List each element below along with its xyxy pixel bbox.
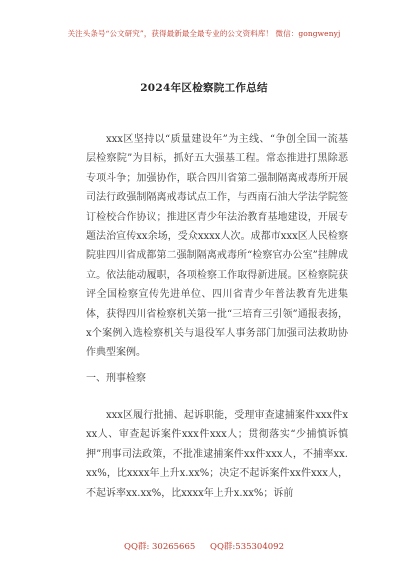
footer-contact <box>0 540 408 552</box>
section-paragraph-criminal-procuratorate: xxx区履行批捕、起诉职能，受理审查逮捕案件xxx件xxx人、审查起诉案件xxx件xxx人；贯彻落实“少捕慎诉慎押”刑事司法政策，不批准逮捕案件xx件xxx人，不捕率xx.xx%，比xxxx年上升x.xx%；决定不起诉案件xx件xxx人，不起诉率xx.xx%，比xxxx年上升x.xx%；诉前 <box>86 410 348 499</box>
header-banner: 关注头条号“公文研究”，获得最新最全最专业的公文资料库！ 微信：gongwenyj <box>67 29 341 38</box>
footer-qq-group-1: QQ群: 30265665 <box>124 542 196 552</box>
section-heading-criminal-procuratorate: 一、刑事检察 <box>86 373 146 384</box>
intro-paragraph: xxx区坚持以“质量建设年”为主线、“争创全国一流基层检察院”为目标，抓好五大强基工程。常态推进打黑除恶专项斗争；加强协作，联合四川省第二强制隔离戒毒所开展司法行政强制隔离戒毒试点工作，与西南石油大学法学院签订检校合作协议；推进区青少年法治教育基地建设，开展专题法治宣传xx余场，受众xxxx人次。成都市xxx区人民检察院驻四川省成都第二强制隔离戒毒所“检察官办公室”挂牌成立。依法能动履职，各项检察工作取得新进展。区检察院获评全国检察宣传先进单位、四川省青少年普法教育先进集体，获得四川省检察机关第一批“三培育三引领”通报表扬，x个案例入选检察机关与退役军人事务部门加强司法救助协作典型案例。 <box>86 134 348 359</box>
document-title: 2024年区检察院工作总结 <box>140 82 268 94</box>
footer-qq-group-2: QQ群:535304092 <box>210 542 284 552</box>
